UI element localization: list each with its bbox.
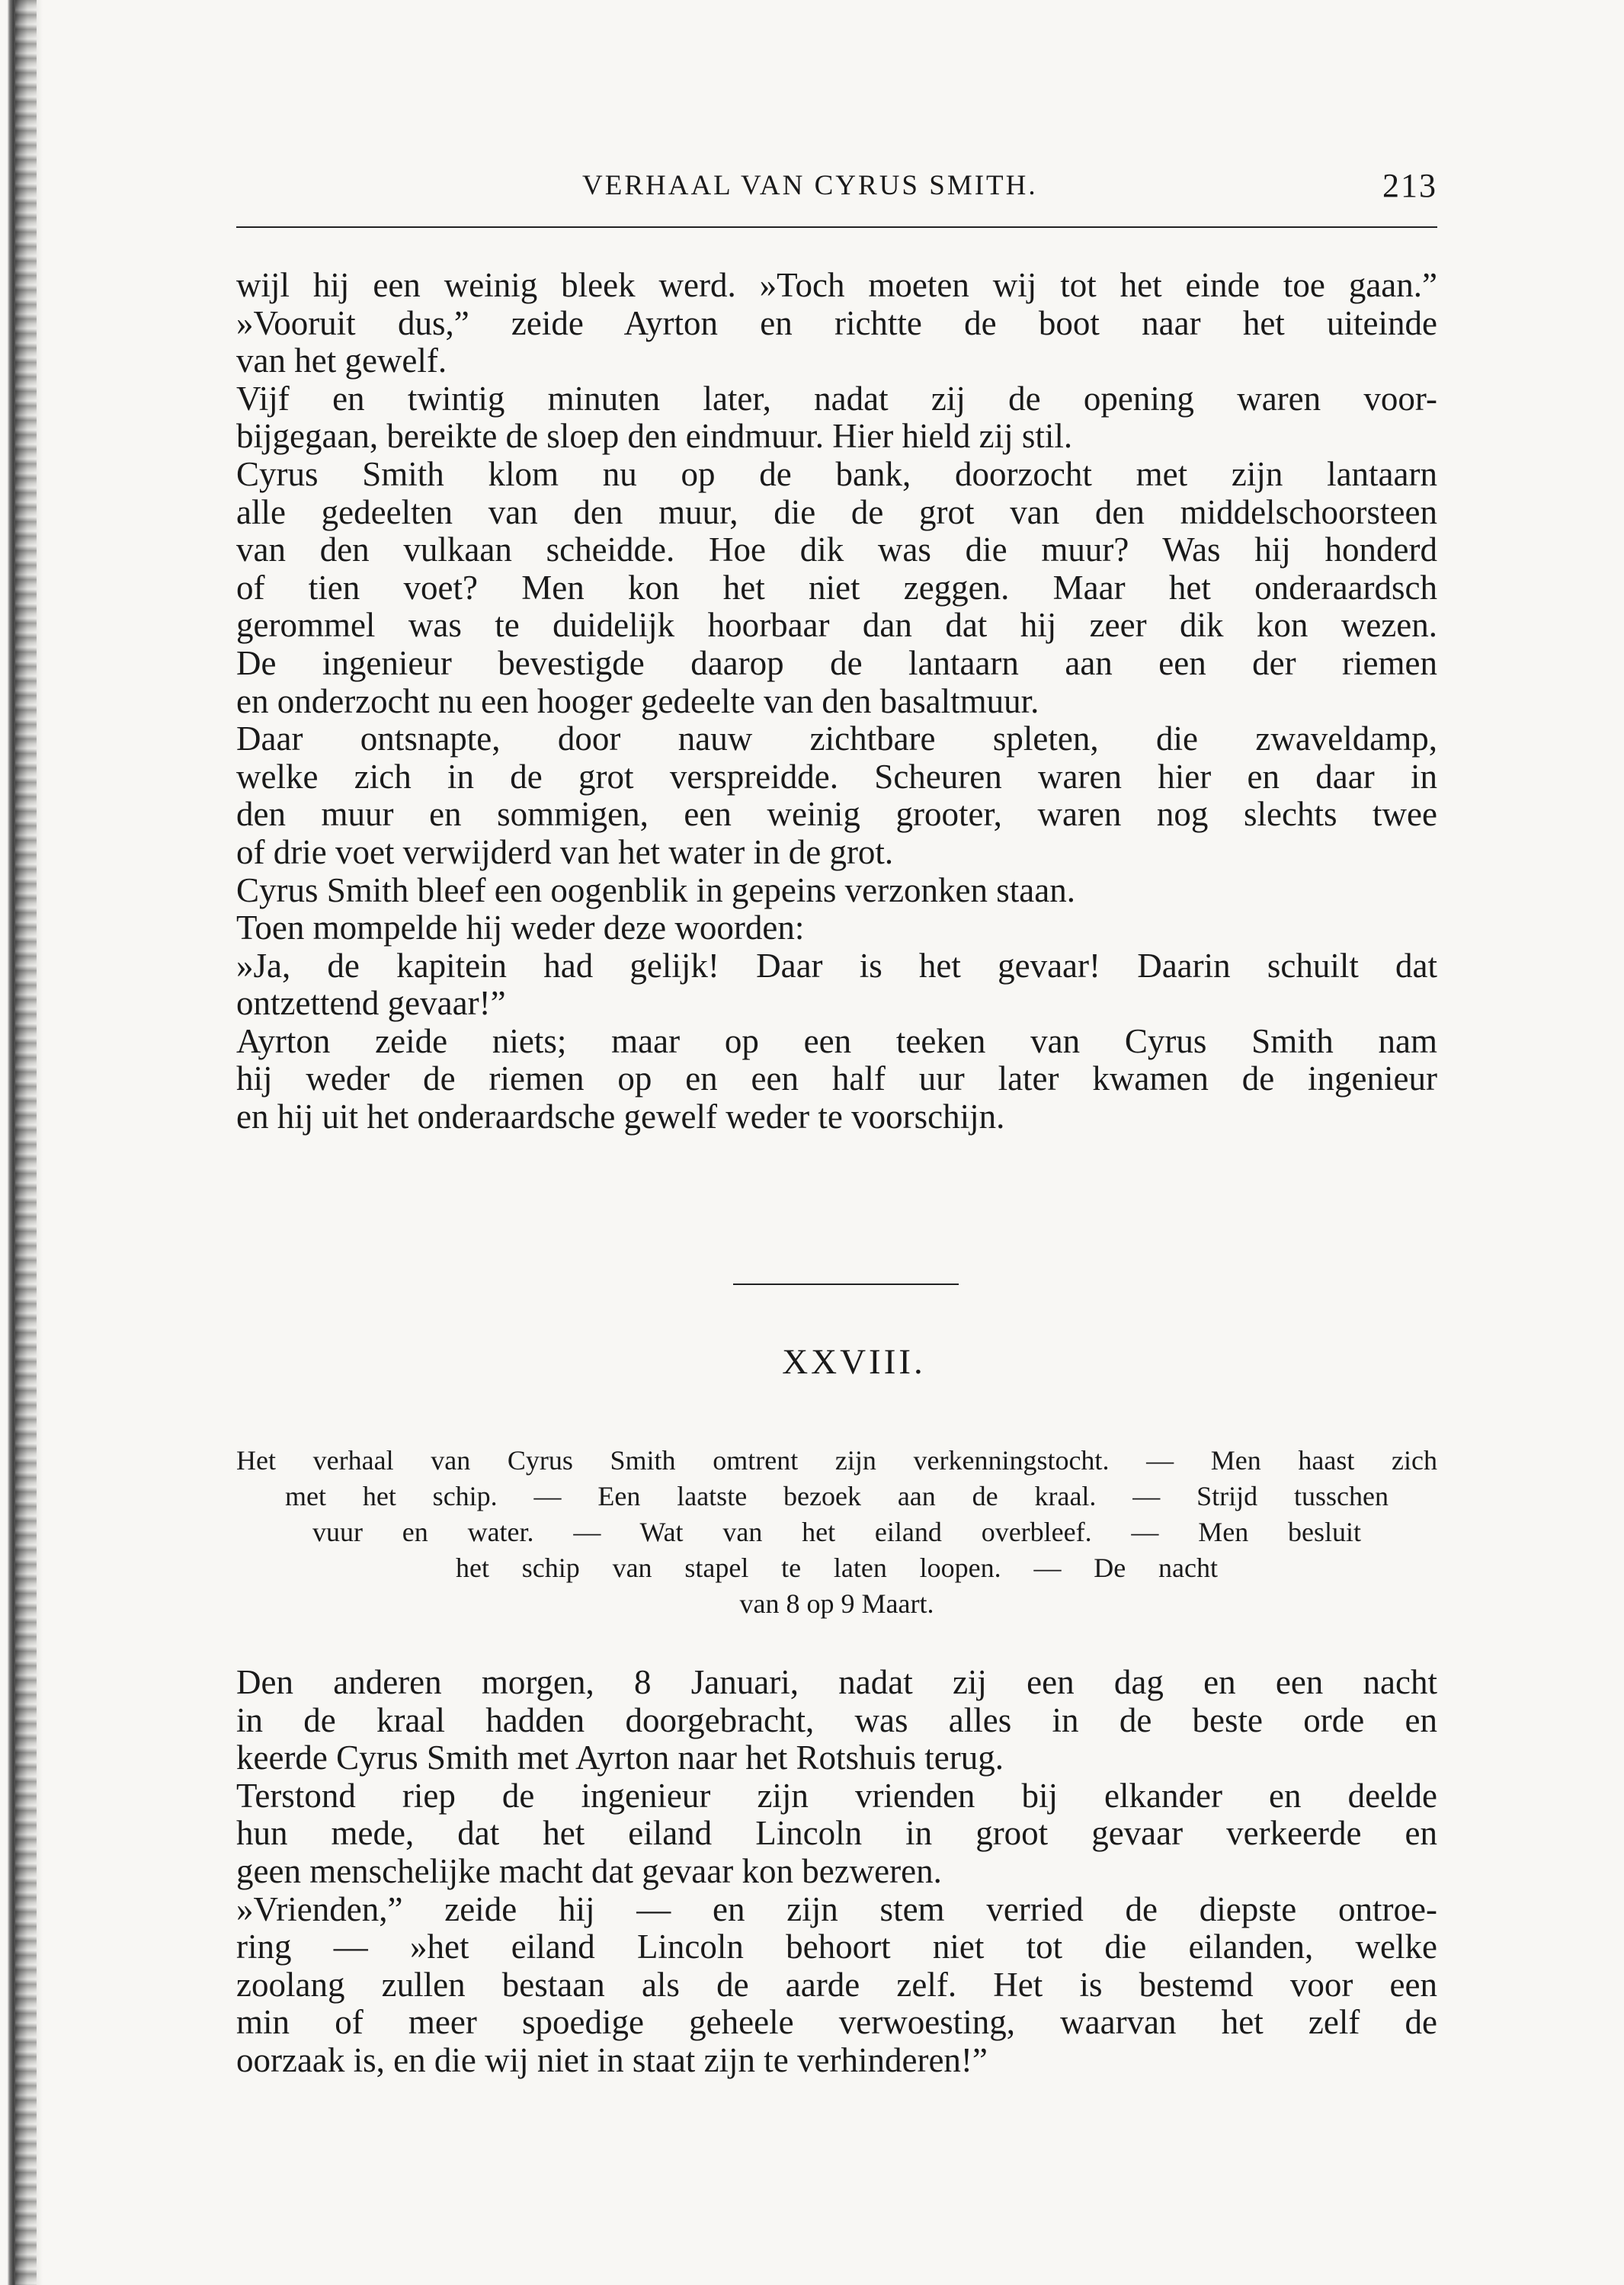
- body-text-after-chapter: [236, 1664, 1437, 2080]
- chapter-number: XXVIII.: [782, 1342, 926, 1382]
- text-line: »Vrienden,” zeide hij — en zijn stem verried de diepste ontroe-: [236, 1889, 1437, 1928]
- page-number: 213: [1382, 167, 1437, 204]
- text-line: Toen mompelde hij weder deze woorden:: [236, 909, 805, 947]
- text-line: geen menschelijke macht dat gevaar kon bezweren.: [236, 1851, 942, 1890]
- text-line: of tien voet? Men kon het niet zeggen. Maar het onderaardsch: [236, 568, 1437, 607]
- text-line: van het gewelf.: [236, 341, 447, 380]
- text-line: hij weder de riemen op en een half uur later kwamen de ingenieur: [236, 1059, 1437, 1098]
- text-line: Terstond riep de ingenieur zijn vrienden bij elkander en deelde: [236, 1776, 1437, 1815]
- text-line: Daar ontsnapte, door nauw zichtbare spleten, die zwaveldamp,: [236, 719, 1437, 758]
- summary-line: vuur en water. — Wat van het eiland overbleef. — Men besluit: [312, 1517, 1361, 1547]
- text-line: hun mede, dat het eiland Lincoln in groot gevaar verkeerde en: [236, 1814, 1437, 1853]
- text-line: van den vulkaan scheidde. Hoe dik was die muur? Was hij honderd: [236, 530, 1437, 569]
- text-line: in de kraal hadden doorgebracht, was alles in de beste orde en: [236, 1700, 1437, 1739]
- text-line: welke zich in de grot verspreidde. Scheuren waren hier en daar in: [236, 757, 1437, 796]
- text-line: ontzettend gevaar!”: [236, 984, 506, 1023]
- book-binding-edge: [0, 0, 61, 2285]
- text-line: bijgegaan, bereikte de sloep den eindmuur. Hier hield zij stil.: [236, 417, 1073, 456]
- text-line: Cyrus Smith bleef een oogenblik in gepeins verzonken staan.: [236, 870, 1075, 909]
- text-line: Ayrton zeide niets; maar op een teeken van Cyrus Smith nam: [236, 1021, 1437, 1060]
- text-line: den muur en sommigen, een weinig grooter, waren nog slechts twee: [236, 795, 1437, 834]
- text-line: min of meer spoedige geheele verwoesting, waarvan het zelf de: [236, 2003, 1437, 2042]
- body-text-before-chapter: [236, 267, 1437, 1136]
- text-line: en hij uit het onderaardsche gewelf weder te voorschijn.: [236, 1098, 1005, 1136]
- summary-line: Het verhaal van Cyrus Smith omtrent zijn verkenningstocht. — Men haast zich: [236, 1445, 1437, 1476]
- text-line: en onderzocht nu een hooger gedeelte van den basaltmuur.: [236, 681, 1039, 720]
- summary-line: van 8 op 9 Maart.: [739, 1588, 934, 1619]
- summary-line: met het schip. — Een laatste bezoek aan de kraal. — Strijd tusschen: [285, 1481, 1389, 1511]
- text-line: gerommel was te duidelijk hoorbaar dan dat hij zeer dik kon wezen.: [236, 606, 1437, 645]
- text-line: Cyrus Smith klom nu op de bank, doorzocht met zijn lantaarn: [236, 454, 1437, 493]
- text-line: alle gedeelten van den muur, die de grot van den middelschoorsteen: [236, 492, 1437, 531]
- text-line: ring — »het eiland Lincoln behoort niet tot die eilanden, welke: [236, 1928, 1437, 1966]
- summary-line: het schip van stapel te laten loopen. — De nacht: [456, 1553, 1218, 1583]
- chapter-summary: [236, 1443, 1437, 1622]
- text-line: zoolang zullen bestaan als de aarde zelf. Het is bestemd voor een: [236, 1965, 1437, 2004]
- text-line: of drie voet verwijderd van het water in de grot.: [236, 832, 894, 871]
- text-line: keerde Cyrus Smith met Ayrton naar het Rotshuis terug.: [236, 1739, 1004, 1777]
- text-line: »Vooruit dus,” zeide Ayrton en richtte de boot naar het uiteinde: [236, 303, 1437, 342]
- running-title: VERHAAL VAN CYRUS SMITH.: [582, 170, 1038, 201]
- header-rule: [236, 226, 1437, 228]
- section-divider: [733, 1284, 959, 1285]
- text-line: Vijf en twintig minuten later, nadat zij de opening waren voor-: [236, 379, 1437, 418]
- text-line: Den anderen morgen, 8 Januari, nadat zij een dag en een nacht: [236, 1663, 1437, 1701]
- text-line: wijl hij een weinig bleek werd. »Toch moeten wij tot het einde toe gaan.”: [236, 266, 1437, 304]
- page-header: [236, 169, 1437, 215]
- text-line: oorzaak is, en die wij niet in staat zijn te verhinderen!”: [236, 2040, 988, 2079]
- text-line: »Ja, de kapitein had gelijk! Daar is het gevaar! Daarin schuilt dat: [236, 946, 1437, 985]
- text-line: De ingenieur bevestigde daarop de lantaarn aan een der riemen: [236, 643, 1437, 682]
